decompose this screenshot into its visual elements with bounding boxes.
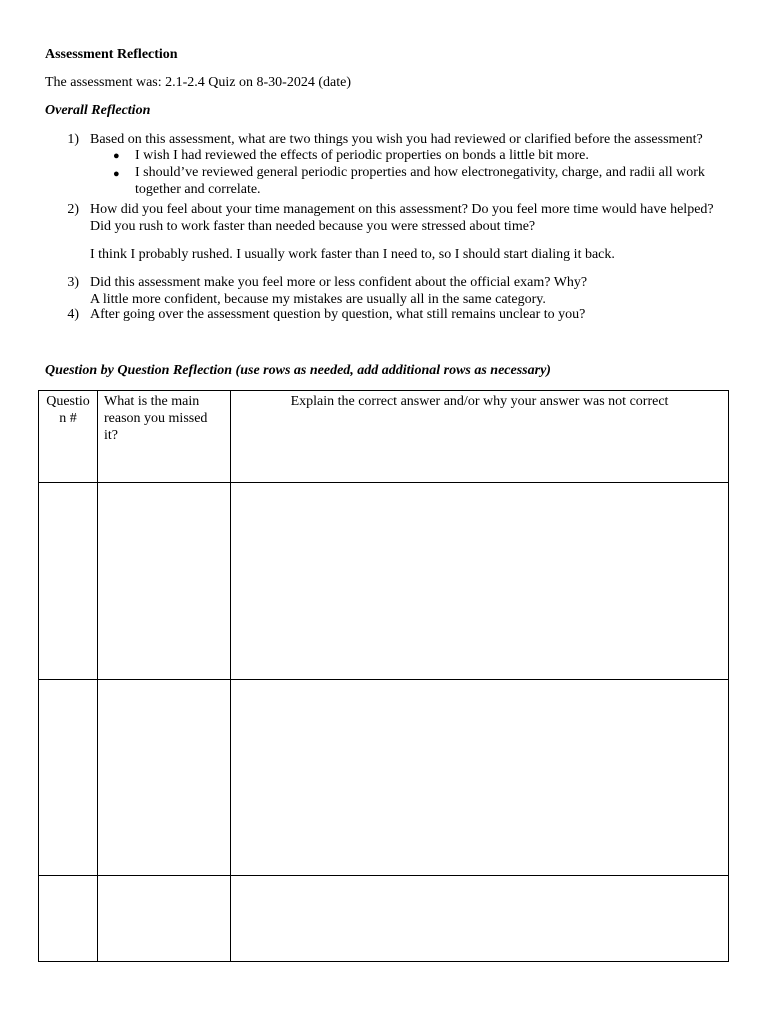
document-title: Assessment Reflection — [45, 47, 178, 62]
q1-number: 1) — [67, 132, 79, 147]
table-row — [39, 876, 729, 962]
header-main-reason: What is the main reason you missed it? — [98, 391, 231, 483]
q4-text: After going over the assessment question by question, what still remains unclear to you? — [90, 307, 586, 322]
table-cell-explanation[interactable] — [231, 680, 729, 876]
q3-text: Did this assessment make you feel more or less confident about the official exam? Why? — [90, 275, 588, 290]
bullet-icon: ● — [113, 150, 120, 162]
q1-bullet-2: I should’ve reviewed general periodic properties and how electronegativity, charge, and radii all work together and correlate. — [135, 165, 705, 197]
q3-number: 3) — [67, 275, 79, 290]
q1-bullet-1: I wish I had reviewed the effects of periodic properties on bonds a little bit more. — [135, 148, 589, 163]
q4-number: 4) — [67, 307, 79, 322]
q2-number: 2) — [67, 202, 79, 217]
q1-text: Based on this assessment, what are two things you wish you had reviewed or clarified before the assessment? — [90, 132, 703, 147]
table-cell-explanation[interactable] — [231, 876, 729, 962]
table-heading: Question by Question Reflection (use rows as needed, add additional rows as necessary) — [45, 363, 551, 378]
header-explanation: Explain the correct answer and/or why your answer was not correct — [231, 391, 729, 483]
q2-answer: I think I probably rushed. I usually work faster than I need to, so I should start dialing it back. — [90, 247, 615, 262]
header-question-number: Question # — [39, 391, 98, 483]
table-header-row — [39, 391, 729, 483]
overall-reflection-heading: Overall Reflection — [45, 103, 151, 118]
bullet-icon: ● — [113, 168, 120, 180]
assessment-line: The assessment was: 2.1-2.4 Quiz on 8-30-2024 (date) — [45, 75, 351, 90]
table-cell-explanation[interactable] — [231, 483, 729, 680]
q2-text-line2: Did you rush to work faster than needed because you were stressed about time? — [90, 219, 536, 234]
q3-answer: A little more confident, because my mistakes are usually all in the same category. — [90, 292, 546, 307]
table-cell-reason[interactable] — [98, 483, 231, 680]
table-cell-question[interactable] — [39, 876, 98, 962]
table-cell-question[interactable] — [39, 680, 98, 876]
table-row — [39, 483, 729, 680]
table-cell-reason[interactable] — [98, 680, 231, 876]
q2-text-line1: How did you feel about your time management on this assessment? Do you feel more time would have helped? — [90, 202, 714, 217]
table-cell-reason[interactable] — [98, 876, 231, 962]
table-row — [39, 680, 729, 876]
table-cell-question[interactable] — [39, 483, 98, 680]
question-reflection-table — [38, 390, 729, 962]
